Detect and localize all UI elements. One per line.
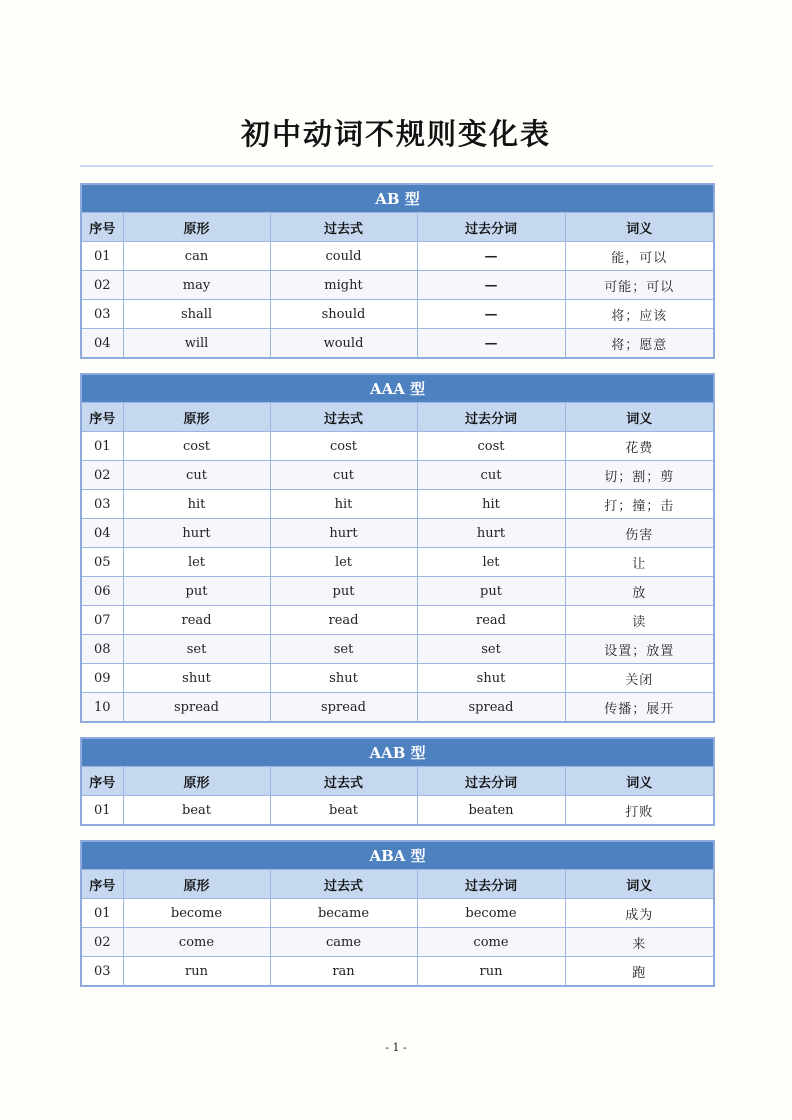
cell-past-tense: set bbox=[270, 635, 417, 664]
cell-past-participle: hit bbox=[417, 490, 565, 519]
cell-past-participle: let bbox=[417, 548, 565, 577]
column-header-index: 序号 bbox=[81, 767, 123, 796]
table-row bbox=[81, 548, 714, 577]
page-title: 初中动词不规则变化表 bbox=[240, 117, 551, 151]
column-header-meaning: 词义 bbox=[565, 870, 714, 899]
cell-base-form: beat bbox=[123, 796, 270, 826]
cell-meaning: 打败 bbox=[565, 796, 714, 826]
cell-base-form: become bbox=[123, 899, 270, 928]
cell-base-form: come bbox=[123, 928, 270, 957]
cell-base-form: run bbox=[123, 957, 270, 987]
cell-index: 10 bbox=[81, 693, 123, 723]
verb-table-2 bbox=[80, 373, 715, 723]
cell-index: 03 bbox=[81, 490, 123, 519]
cell-past-participle: become bbox=[417, 899, 565, 928]
cell-base-form: can bbox=[123, 242, 270, 271]
cell-past-tense: came bbox=[270, 928, 417, 957]
cell-index: 02 bbox=[81, 461, 123, 490]
column-header-meaning: 词义 bbox=[565, 403, 714, 432]
table-row bbox=[81, 957, 714, 987]
cell-past-participle: cost bbox=[417, 432, 565, 461]
cell-past-participle: read bbox=[417, 606, 565, 635]
cell-past-participle: hurt bbox=[417, 519, 565, 548]
cell-past-tense: beat bbox=[270, 796, 417, 826]
cell-meaning: 设置；放置 bbox=[565, 635, 714, 664]
table-row bbox=[81, 519, 714, 548]
cell-base-form: will bbox=[123, 329, 270, 359]
cell-index: 01 bbox=[81, 242, 123, 271]
cell-base-form: cut bbox=[123, 461, 270, 490]
cell-meaning: 伤害 bbox=[565, 519, 714, 548]
cell-past-participle: — bbox=[417, 242, 565, 271]
column-header-past-participle: 过去分词 bbox=[417, 213, 565, 242]
group-title: AB 型 bbox=[81, 184, 714, 213]
column-header-base-form: 原形 bbox=[123, 213, 270, 242]
title-divider bbox=[80, 165, 713, 167]
table-row bbox=[81, 796, 714, 826]
cell-index: 08 bbox=[81, 635, 123, 664]
column-header-meaning: 词义 bbox=[565, 213, 714, 242]
cell-past-participle: — bbox=[417, 271, 565, 300]
cell-index: 02 bbox=[81, 928, 123, 957]
column-header-past-tense: 过去式 bbox=[270, 870, 417, 899]
table-row bbox=[81, 461, 714, 490]
column-header-past-tense: 过去式 bbox=[270, 403, 417, 432]
table-row bbox=[81, 432, 714, 461]
cell-meaning: 放 bbox=[565, 577, 714, 606]
cell-past-participle: spread bbox=[417, 693, 565, 723]
column-header-index: 序号 bbox=[81, 870, 123, 899]
cell-meaning: 传播；展开 bbox=[565, 693, 714, 723]
cell-meaning: 花费 bbox=[565, 432, 714, 461]
cell-index: 09 bbox=[81, 664, 123, 693]
cell-meaning: 关闭 bbox=[565, 664, 714, 693]
column-header-base-form: 原形 bbox=[123, 403, 270, 432]
cell-past-tense: put bbox=[270, 577, 417, 606]
cell-past-tense: read bbox=[270, 606, 417, 635]
column-header-past-tense: 过去式 bbox=[270, 767, 417, 796]
cell-base-form: set bbox=[123, 635, 270, 664]
cell-past-participle: put bbox=[417, 577, 565, 606]
cell-past-participle: cut bbox=[417, 461, 565, 490]
cell-meaning: 读 bbox=[565, 606, 714, 635]
group-title: AAA 型 bbox=[81, 374, 714, 403]
cell-base-form: hurt bbox=[123, 519, 270, 548]
cell-past-tense: cut bbox=[270, 461, 417, 490]
column-header-row bbox=[81, 403, 714, 432]
cell-base-form: cost bbox=[123, 432, 270, 461]
cell-index: 01 bbox=[81, 432, 123, 461]
table-row bbox=[81, 300, 714, 329]
table-row bbox=[81, 490, 714, 519]
table-row bbox=[81, 577, 714, 606]
cell-index: 01 bbox=[81, 899, 123, 928]
cell-base-form: may bbox=[123, 271, 270, 300]
cell-meaning: 将；愿意 bbox=[565, 329, 714, 359]
cell-meaning: 可能；可以 bbox=[565, 271, 714, 300]
cell-meaning: 将；应该 bbox=[565, 300, 714, 329]
column-header-past-participle: 过去分词 bbox=[417, 767, 565, 796]
cell-meaning: 切；割；剪 bbox=[565, 461, 714, 490]
group-title: AAB 型 bbox=[81, 738, 714, 767]
table-row bbox=[81, 329, 714, 359]
cell-past-participle: run bbox=[417, 957, 565, 987]
cell-past-tense: became bbox=[270, 899, 417, 928]
table-row bbox=[81, 606, 714, 635]
table-row bbox=[81, 664, 714, 693]
cell-meaning: 来 bbox=[565, 928, 714, 957]
column-header-row bbox=[81, 767, 714, 796]
column-header-base-form: 原形 bbox=[123, 870, 270, 899]
cell-past-tense: ran bbox=[270, 957, 417, 987]
verb-table-4 bbox=[80, 840, 715, 987]
cell-meaning: 能，可以 bbox=[565, 242, 714, 271]
cell-base-form: spread bbox=[123, 693, 270, 723]
cell-index: 01 bbox=[81, 796, 123, 826]
cell-past-participle: — bbox=[417, 300, 565, 329]
table-row bbox=[81, 693, 714, 723]
cell-base-form: read bbox=[123, 606, 270, 635]
cell-past-tense: spread bbox=[270, 693, 417, 723]
verb-table-1 bbox=[80, 183, 715, 359]
cell-base-form: let bbox=[123, 548, 270, 577]
table-row bbox=[81, 242, 714, 271]
cell-past-tense: would bbox=[270, 329, 417, 359]
cell-past-participle: set bbox=[417, 635, 565, 664]
cell-index: 03 bbox=[81, 957, 123, 987]
cell-past-tense: cost bbox=[270, 432, 417, 461]
cell-past-participle: — bbox=[417, 329, 565, 359]
cell-base-form: put bbox=[123, 577, 270, 606]
column-header-index: 序号 bbox=[81, 403, 123, 432]
cell-meaning: 打；撞；击 bbox=[565, 490, 714, 519]
column-header-past-participle: 过去分词 bbox=[417, 870, 565, 899]
cell-past-participle: come bbox=[417, 928, 565, 957]
cell-meaning: 让 bbox=[565, 548, 714, 577]
cell-past-tense: hurt bbox=[270, 519, 417, 548]
column-header-row bbox=[81, 870, 714, 899]
cell-index: 04 bbox=[81, 329, 123, 359]
cell-index: 04 bbox=[81, 519, 123, 548]
cell-past-tense: might bbox=[270, 271, 417, 300]
verb-table-3 bbox=[80, 737, 715, 826]
cell-index: 03 bbox=[81, 300, 123, 329]
cell-past-tense: hit bbox=[270, 490, 417, 519]
cell-index: 06 bbox=[81, 577, 123, 606]
column-header-past-participle: 过去分词 bbox=[417, 403, 565, 432]
cell-past-participle: shut bbox=[417, 664, 565, 693]
cell-base-form: shut bbox=[123, 664, 270, 693]
cell-index: 02 bbox=[81, 271, 123, 300]
page-number: - 1 - bbox=[385, 1041, 407, 1054]
table-row bbox=[81, 635, 714, 664]
cell-meaning: 成为 bbox=[565, 899, 714, 928]
column-header-base-form: 原形 bbox=[123, 767, 270, 796]
group-title: ABA 型 bbox=[81, 841, 714, 870]
cell-past-tense: shut bbox=[270, 664, 417, 693]
cell-past-tense: let bbox=[270, 548, 417, 577]
column-header-index: 序号 bbox=[81, 213, 123, 242]
cell-meaning: 跑 bbox=[565, 957, 714, 987]
table-row bbox=[81, 899, 714, 928]
cell-past-tense: could bbox=[270, 242, 417, 271]
column-header-past-tense: 过去式 bbox=[270, 213, 417, 242]
cell-base-form: shall bbox=[123, 300, 270, 329]
column-header-row bbox=[81, 213, 714, 242]
cell-past-tense: should bbox=[270, 300, 417, 329]
column-header-meaning: 词义 bbox=[565, 767, 714, 796]
cell-index: 07 bbox=[81, 606, 123, 635]
table-row bbox=[81, 928, 714, 957]
cell-base-form: hit bbox=[123, 490, 270, 519]
verb-tables bbox=[80, 183, 713, 1001]
cell-past-participle: beaten bbox=[417, 796, 565, 826]
table-row bbox=[81, 271, 714, 300]
cell-index: 05 bbox=[81, 548, 123, 577]
